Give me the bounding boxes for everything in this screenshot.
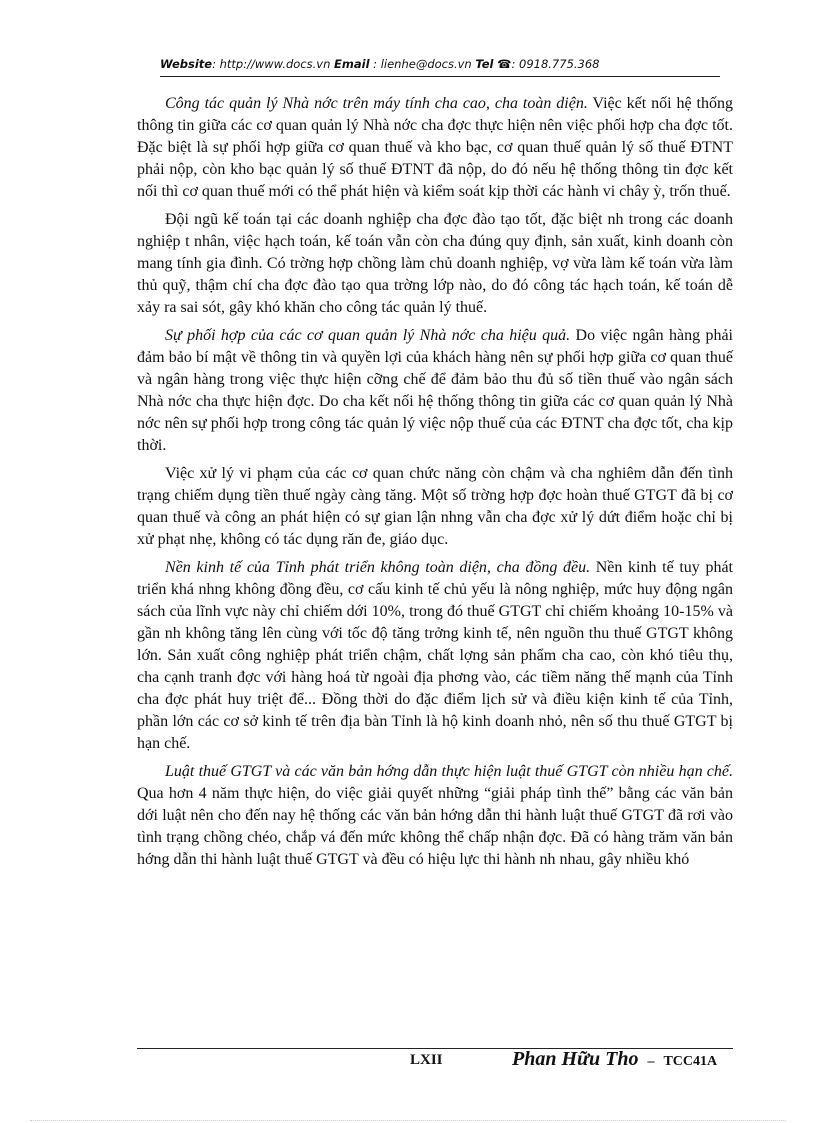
tel-label: Tel [475,57,494,71]
header-rule [160,76,720,77]
bottom-dotted-border [30,1120,786,1121]
paragraph-lead: Luật thuế GTGT và các văn bản hớng dẫn thực hiện luật thuế GTGT còn nhiều hạn chế. [165,763,733,780]
paragraph-body: Việc kết nối hệ thống thông tin giữa các cơ quan quản lý Nhà nớc cha đợc thực hiện nên việc phối hợp cha đợc tốt. Đặc biệt là sự phối hợp giữa cơ quan thuế và kho bạc, cơ quan thuế quản lý số thuế ĐTNT phải nộp, còn kho bạc quản lý số thuế ĐTNT đã nộp, do đó nếu hệ thống thông tin đợc kết nối thì cơ quan thuế mới có thể phát hiện và kiểm soát kịp thời các hành vi chây ỳ, trốn thuế. [137,95,733,200]
body-text [137,93,733,877]
website-label: Website [160,57,213,71]
footer-student-code: TCC41A [663,1054,718,1069]
paragraph-lead: Sự phối hợp của các cơ quan quản lý Nhà nớc cha hiệu quả. [165,327,571,344]
paragraph [137,463,733,551]
footer-separator: – [647,1054,655,1069]
paragraph-body: Nền kinh tế tuy phát triển khá nhng không đồng đều, cơ cấu kinh tế chủ yếu là nông nghiệp, mức huy động ngân sách của lĩnh vực này chỉ chiếm dới 10%, trong đó thuế GTGT chỉ chiếm khoảng 10-15% và gần nh không tăng lên cùng với tốc độ tăng trởng kinh tế, nên nguồn thu thuế GTGT không lớn. Sản xuất công nghiệp phát triển chậm, chất lợng sản phẩm cha cao, còn khó tiêu thụ, cha cạnh tranh đợc với hàng hoá từ ngoài địa phơng vào, các tiềm năng thế mạnh của Tỉnh cha đợc phát huy triệt để... Đồng thời do đặc điểm lịch sử và điều kiện kinh tế của Tỉnh, phần lớn các cơ sở kinh tế trên địa bàn Tỉnh là hộ kinh doanh nhỏ, nên số thu thuế GTGT bị hạn chế. [137,559,733,752]
paragraph-body: Việc xử lý vi phạm của các cơ quan chức năng còn chậm và cha nghiêm dẫn đến tình trạng chiếm dụng tiền thuế ngày càng tăng. Một số trờng hợp đợc hoàn thuế GTGT đã bị cơ quan thuế và công an phát hiện có sự gian lận nhng vẫn cha đợc xử lý dứt điểm hoặc chỉ bị xử phạt nhẹ, không có tác dụng răn đe, giáo dục. [137,465,733,548]
footer-class-code: LXII [410,1052,443,1068]
email-value: : lienhe@docs.vn [373,57,472,71]
footer-author: Phan Hữu Tho [512,1048,639,1070]
paragraph [137,93,733,203]
paragraph-body: Đội ngũ kế toán tại các doanh nghiệp cha đợc đào tạo tốt, đặc biệt nh trong các doanh nghiệp t nhân, việc hạch toán, kế toán vẫn còn cha đúng quy định, sản xuất, kinh doanh còn mang tính gia đình. Có trờng hợp chồng làm chủ doanh nghiệp, vợ vừa làm kế toán vừa làm thủ quỹ, thậm chí cha đợc đào tạo qua trờng lớp nào, do đó công tác hạch toán, kế toán dễ xảy ra sai sót, gây khó khăn cho công tác quản lý thuế. [137,211,733,316]
email-label: Email [334,57,370,71]
paragraph-lead: Công tác quản lý Nhà nớc trên máy tính cha cao, cha toàn diện. [165,95,588,112]
paragraph [137,761,733,871]
paragraph-body: Do việc ngân hàng phải đảm bảo bí mật về thông tin và quyền lợi của khách hàng nên sự phối hợp giữa cơ quan thuế và ngân hàng trong việc thực hiện cỡng chế để đảm bảo thu đủ số tiền thuế vào ngân sách Nhà nớc cha thực hiện đợc. Do cha kết nối hệ thống thông tin giữa các cơ quan quản lý Nhà nớc nên sự phối hợp trong công tác quản lý việc nộp thuế của các ĐTNT cha đợc tốt, cha kịp thời. [137,327,734,454]
paragraph [137,325,733,457]
paragraph-lead: Nền kinh tế của Tỉnh phát triển không toàn diện, cha đồng đều. [165,559,591,576]
website-value: : http://www.docs.vn [212,57,331,71]
phone-icon: ☎ [497,57,512,71]
page-header [160,57,720,75]
paragraph [137,557,733,755]
paragraph [137,209,733,319]
tel-value: : 0918.775.368 [511,57,600,71]
footer-author-line [512,1048,717,1071]
paragraph-body: Qua hơn 4 năm thực hiện, do việc giải quyết những “giải pháp tình thế” bằng các văn bản dới luật nên cho đến nay hệ thống các văn bản hớng dẫn thi hành luật thuế GTGT đã rơi vào tình trạng chồng chéo, chắp vá đến mức không thể chấp nhận đợc. Đã có hàng trăm văn bản hớng dẫn thi hành luật thuế GTGT và đều có hiệu lực thi hành nh nhau, gây nhiều khó [137,785,733,868]
